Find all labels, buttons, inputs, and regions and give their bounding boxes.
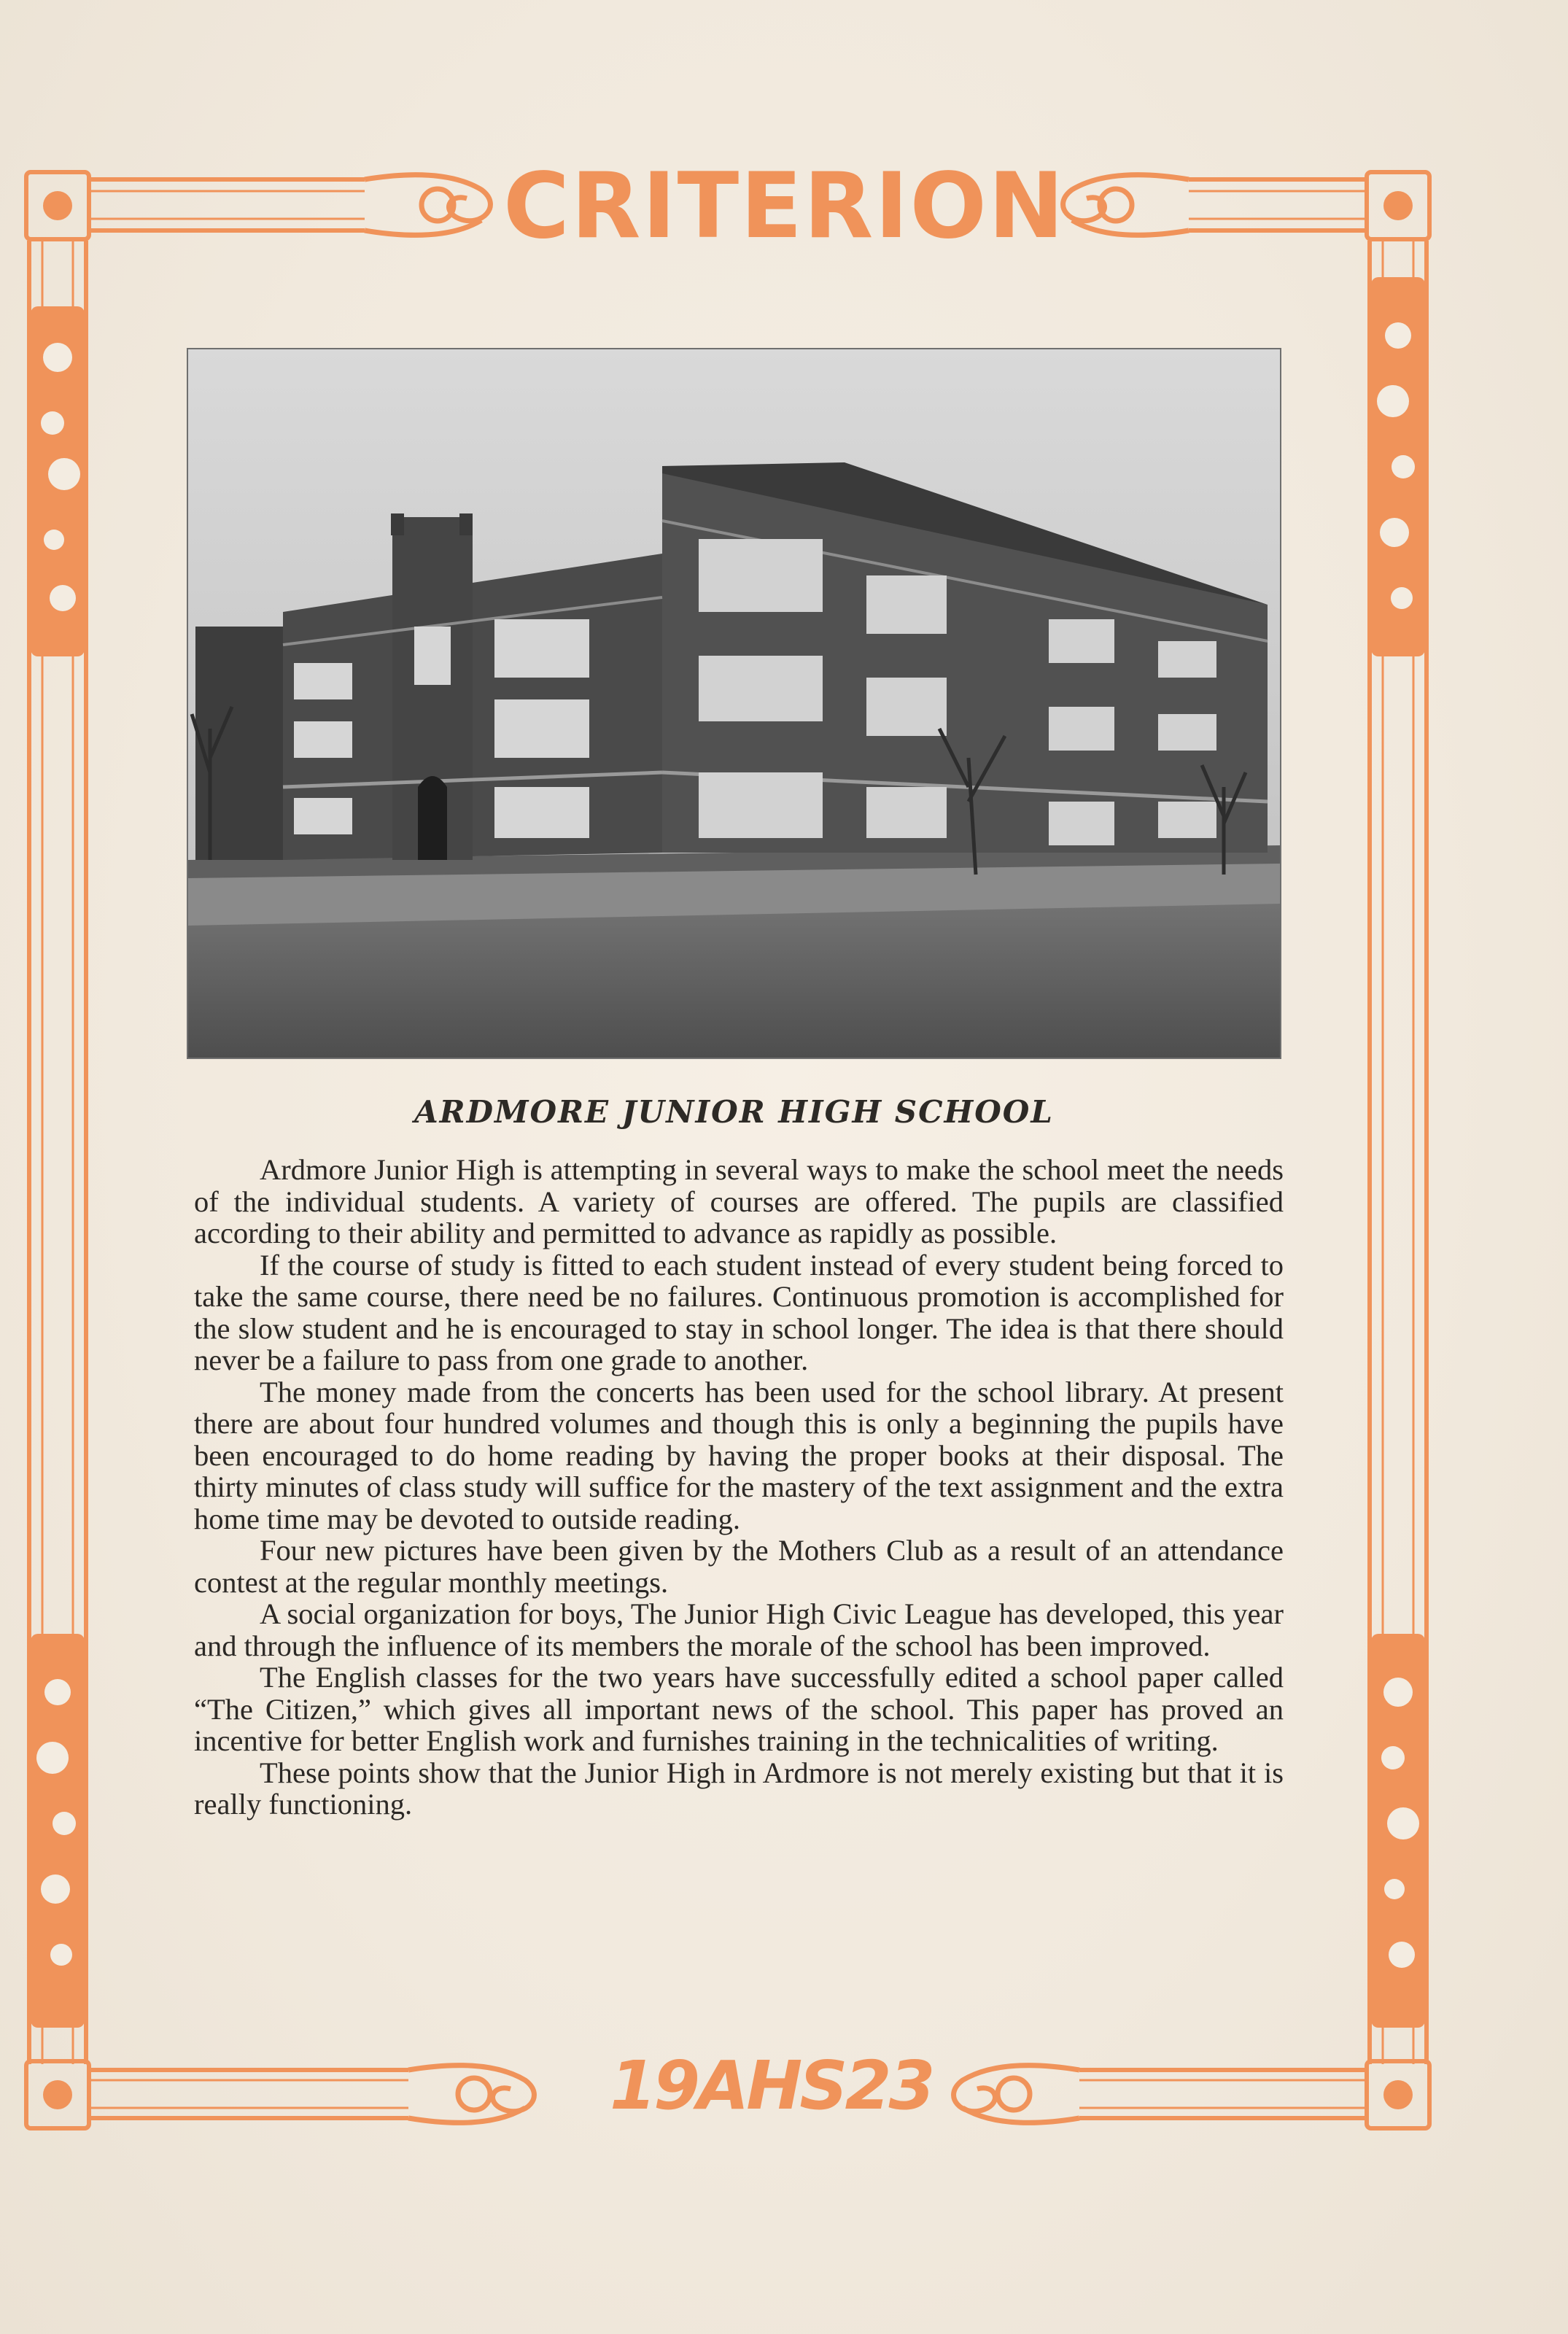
school-building-photo [188, 349, 1280, 1058]
corner-block-top-left [26, 172, 89, 239]
scroll-ornament-bottom-left [408, 2066, 534, 2123]
article-paragraph: A social organization for boys, The Junior High Civic League has developed, this year and through the influence of its members the morale of the school has been improved. [194, 1597, 1284, 1662]
top-right-bar [1189, 179, 1367, 230]
article-title: ARDMORE JUNIOR HIGH SCHOOL [414, 1094, 1054, 1130]
corner-block-bottom-right [1367, 2061, 1429, 2128]
article-paragraph: Ardmore Junior High is attempting in several ways to make the school meet the needs of the individual students. A variety of courses are offered. The pupils are classified according to their ability and permitted to advance as rapidly as possible. [194, 1153, 1284, 1249]
article-paragraph: These points show that the Junior High in Ardmore is not merely existing but that it is really functioning. [194, 1756, 1284, 1821]
bottom-right-bar [1079, 2070, 1367, 2118]
article-paragraph: Four new pictures have been given by the Mothers Club as a result of an attendance contest at the regular monthly meetings. [194, 1534, 1284, 1599]
corner-block-bottom-left [26, 2061, 89, 2128]
floral-panel-right-upper [1371, 277, 1425, 656]
article-paragraph: If the course of study is fitted to each student instead of every student being forced to take the same course, there need be no failures. Continuous promotion is accomplished for the slow student and he is encouraged to stay in school longer. The idea is that there should never be a failure to pass from one grade to another. [194, 1248, 1284, 1376]
corner-block-top-right [1367, 172, 1429, 239]
article-body [194, 1154, 1284, 1821]
floral-panel-left-upper [31, 306, 85, 656]
scroll-ornament-top-right [1063, 175, 1189, 236]
top-left-bar [88, 179, 365, 230]
bottom-left-bar [88, 2070, 408, 2118]
article-paragraph: The English classes for the two years have successfully edited a school paper called “The Citizen,” which gives all important news of the school. This paper has proved an incentive for better English work and furnishes training in the technicalities of writing. [194, 1661, 1284, 1757]
masthead-title: CRITERION [503, 154, 1066, 259]
floral-panel-right-lower [1371, 1634, 1425, 2028]
article-paragraph: The money made from the concerts has been used for the school library. At present there are about four hundred volumes and though this is only a beginning the pupils have been encouraged to do home reading by having the proper books at their disposal. The thirty minutes of class study will suffice for the mastery of the text assignment and the extra home time may be devoted to outside reading. [194, 1375, 1284, 1535]
scroll-ornament-bottom-right [954, 2066, 1079, 2123]
footer-emblem: 19AHS23 [610, 2047, 933, 2125]
scroll-ornament-top-left [365, 175, 490, 236]
floral-panel-left-lower [31, 1634, 85, 2028]
